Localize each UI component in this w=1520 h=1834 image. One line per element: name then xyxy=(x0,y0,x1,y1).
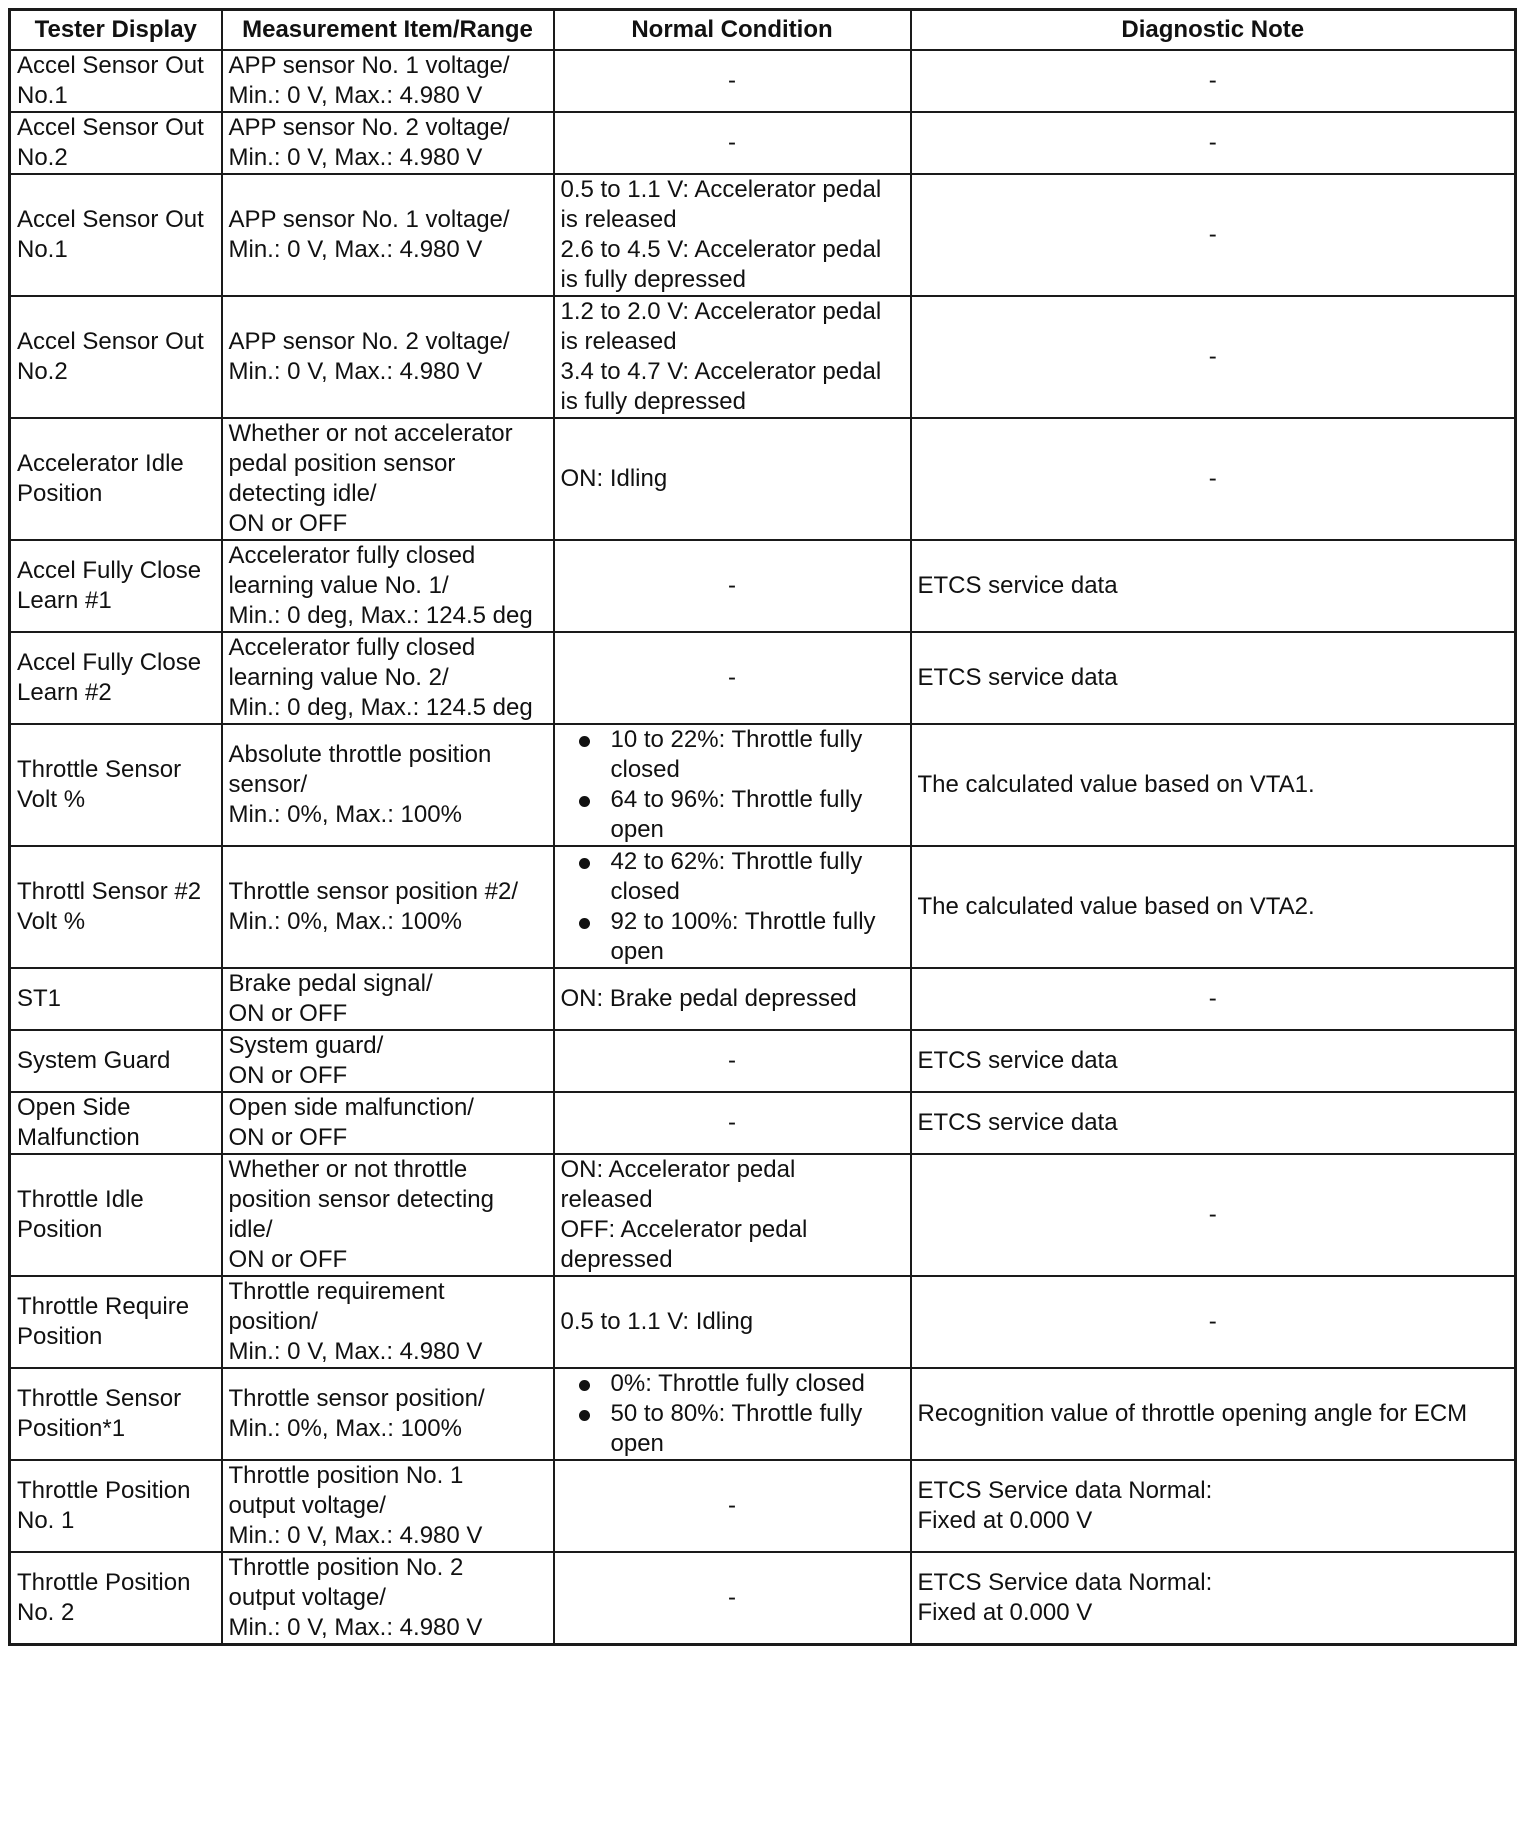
diagnostic-note-cell xyxy=(911,1552,1516,1645)
normal-condition-cell xyxy=(554,632,911,724)
measurement-cell xyxy=(222,1460,554,1552)
cell-line: ETCS service data xyxy=(917,571,1118,599)
cell-line: Accel Sensor Out xyxy=(17,205,204,233)
diagnostic-note-cell xyxy=(911,174,1516,296)
cell-line: 2.6 to 4.5 V: Accelerator pedal xyxy=(560,235,882,263)
cell-line: open xyxy=(610,1429,664,1457)
tester-display-cell xyxy=(10,174,222,296)
cell-line: 0.5 to 1.1 V: Accelerator pedal xyxy=(560,175,882,203)
cell-line: - xyxy=(728,128,736,156)
cell-line: Open side malfunction/ xyxy=(228,1093,474,1121)
condition-bullet-item xyxy=(561,785,904,845)
normal-condition-cell xyxy=(554,1552,911,1645)
cell-line: No. 2 xyxy=(17,1598,75,1626)
cell-line: Throttl Sensor #2 xyxy=(17,877,202,905)
condition-bullet-item xyxy=(561,725,904,785)
normal-condition-cell xyxy=(554,174,911,296)
cell-line: - xyxy=(728,1108,736,1136)
condition-list xyxy=(561,1369,904,1459)
measurement-cell xyxy=(222,846,554,968)
normal-condition-cell xyxy=(554,296,911,418)
diagnostic-note-cell xyxy=(911,1092,1516,1154)
cell-line: System Guard xyxy=(17,1046,171,1074)
tester-display-cell xyxy=(10,1276,222,1368)
cell-line: Learn #1 xyxy=(17,586,112,614)
cell-line: closed xyxy=(610,755,680,783)
cell-line: depressed xyxy=(560,1245,673,1273)
cell-line: ST1 xyxy=(17,984,62,1012)
tester-display-cell xyxy=(10,632,222,724)
table-row xyxy=(10,418,1516,540)
cell-line: APP sensor No. 1 voltage/ xyxy=(228,51,510,79)
normal-condition-cell xyxy=(554,846,911,968)
cell-line: Accelerator fully closed xyxy=(228,541,476,569)
cell-line: Throttle Idle xyxy=(17,1185,144,1213)
header-diagnostic-note: Diagnostic Note xyxy=(911,10,1516,50)
condition-bullet-item xyxy=(561,907,904,967)
cell-line: Learn #2 xyxy=(17,678,112,706)
cell-line: ETCS service data xyxy=(917,1046,1118,1074)
cell-line: Recognition value of throttle opening angle for ECM xyxy=(917,1399,1468,1427)
table-row xyxy=(10,1276,1516,1368)
cell-line: Throttle position No. 1 xyxy=(228,1461,464,1489)
table-row xyxy=(10,968,1516,1030)
measurement-cell xyxy=(222,1154,554,1276)
cell-line: sensor/ xyxy=(228,770,308,798)
cell-line: ETCS Service data Normal: xyxy=(917,1476,1213,1504)
cell-line: Throttle Sensor xyxy=(17,755,182,783)
cell-line: pedal position sensor xyxy=(228,449,456,477)
cell-line: - xyxy=(1208,342,1217,370)
diagnostic-note-cell xyxy=(911,632,1516,724)
cell-line: Fixed at 0.000 V xyxy=(917,1506,1093,1534)
tester-display-cell xyxy=(10,1460,222,1552)
cell-line: No.2 xyxy=(17,357,68,385)
tester-display-cell xyxy=(10,968,222,1030)
cell-line: Min.: 0 deg, Max.: 124.5 deg xyxy=(228,601,533,629)
cell-line: Min.: 0%, Max.: 100% xyxy=(228,907,462,935)
cell-line: 3.4 to 4.7 V: Accelerator pedal xyxy=(560,357,882,385)
cell-line: - xyxy=(728,1583,736,1611)
cell-line: Min.: 0 V, Max.: 4.980 V xyxy=(228,1613,483,1641)
measurement-cell xyxy=(222,1276,554,1368)
cell-line: Accel Sensor Out xyxy=(17,327,204,355)
cell-line: Throttle Position xyxy=(17,1476,191,1504)
cell-line: detecting idle/ xyxy=(228,479,377,507)
header-tester-display: Tester Display xyxy=(10,10,222,50)
table-row xyxy=(10,1092,1516,1154)
cell-line: 0%: Throttle fully closed xyxy=(610,1369,865,1397)
table-row xyxy=(10,1552,1516,1645)
cell-line: learning value No. 2/ xyxy=(228,663,449,691)
cell-line: Throttle position No. 2 xyxy=(228,1553,464,1581)
table-row xyxy=(10,50,1516,112)
table-row xyxy=(10,296,1516,418)
normal-condition-cell xyxy=(554,1092,911,1154)
normal-condition-cell xyxy=(554,1276,911,1368)
table-row xyxy=(10,112,1516,174)
cell-line: output voltage/ xyxy=(228,1491,386,1519)
condition-list xyxy=(561,847,904,967)
cell-line: Min.: 0 deg, Max.: 124.5 deg xyxy=(228,693,533,721)
cell-line: No.2 xyxy=(17,143,68,171)
cell-line: ETCS Service data Normal: xyxy=(917,1568,1213,1596)
cell-line: is released xyxy=(560,205,677,233)
cell-line: released xyxy=(560,1185,653,1213)
cell-line: 64 to 96%: Throttle fully xyxy=(610,785,863,813)
measurement-cell xyxy=(222,632,554,724)
normal-condition-cell xyxy=(554,112,911,174)
cell-line: position sensor detecting xyxy=(228,1185,494,1213)
cell-line: Accelerator fully closed xyxy=(228,633,476,661)
cell-line: ON or OFF xyxy=(228,509,348,537)
cell-line: The calculated value based on VTA2. xyxy=(917,892,1315,920)
cell-line: Position*1 xyxy=(17,1414,126,1442)
normal-condition-cell xyxy=(554,540,911,632)
cell-line: ON or OFF xyxy=(228,1061,348,1089)
cell-line: Volt % xyxy=(17,907,86,935)
cell-line: Throttle requirement xyxy=(228,1277,445,1305)
cell-line: Min.: 0%, Max.: 100% xyxy=(228,1414,462,1442)
cell-line: Accel Sensor Out xyxy=(17,113,204,141)
header-row xyxy=(10,10,1516,50)
cell-line: is fully depressed xyxy=(560,265,746,293)
cell-line: No.1 xyxy=(17,81,68,109)
cell-line: Whether or not accelerator xyxy=(228,419,513,447)
table-row xyxy=(10,174,1516,296)
normal-condition-cell xyxy=(554,418,911,540)
measurement-cell xyxy=(222,296,554,418)
cell-line: Fixed at 0.000 V xyxy=(917,1598,1093,1626)
cell-line: Min.: 0 V, Max.: 4.980 V xyxy=(228,1337,483,1365)
diagnostic-note-cell xyxy=(911,418,1516,540)
cell-line: Accel Fully Close xyxy=(17,556,202,584)
cell-line: The calculated value based on VTA1. xyxy=(917,770,1315,798)
cell-line: APP sensor No. 1 voltage/ xyxy=(228,205,510,233)
diagnostic-note-cell xyxy=(911,1460,1516,1552)
table-body xyxy=(10,50,1516,1645)
cell-line: is released xyxy=(560,327,677,355)
table-row xyxy=(10,632,1516,724)
cell-line: Throttle Sensor xyxy=(17,1384,182,1412)
tester-display-cell xyxy=(10,1552,222,1645)
header-normal-condition: Normal Condition xyxy=(554,10,911,50)
cell-line: is fully depressed xyxy=(560,387,746,415)
diagnostic-note-cell xyxy=(911,540,1516,632)
cell-line: - xyxy=(1208,1200,1217,1228)
tester-display-cell xyxy=(10,1368,222,1460)
measurement-cell xyxy=(222,50,554,112)
table-row xyxy=(10,1154,1516,1276)
cell-line: No.1 xyxy=(17,235,68,263)
table-header xyxy=(10,10,1516,50)
cell-line: Min.: 0 V, Max.: 4.980 V xyxy=(228,235,483,263)
cell-line: 92 to 100%: Throttle fully xyxy=(610,907,876,935)
diagnostic-note-cell xyxy=(911,296,1516,418)
cell-line: - xyxy=(728,1491,736,1519)
diagnostic-note-cell xyxy=(911,1276,1516,1368)
cell-line: - xyxy=(1208,220,1217,248)
normal-condition-cell xyxy=(554,50,911,112)
tester-display-cell xyxy=(10,846,222,968)
cell-line: Brake pedal signal/ xyxy=(228,969,433,997)
normal-condition-cell xyxy=(554,1460,911,1552)
cell-line: APP sensor No. 2 voltage/ xyxy=(228,327,510,355)
measurement-cell xyxy=(222,1552,554,1645)
cell-line: 10 to 22%: Throttle fully xyxy=(610,725,863,753)
cell-line: Min.: 0 V, Max.: 4.980 V xyxy=(228,1521,483,1549)
table-row xyxy=(10,1368,1516,1460)
cell-line: Position xyxy=(17,1322,103,1350)
tester-display-cell xyxy=(10,1092,222,1154)
cell-line: 0.5 to 1.1 V: Idling xyxy=(560,1307,754,1335)
diagnostic-note-cell xyxy=(911,1368,1516,1460)
normal-condition-cell xyxy=(554,1030,911,1092)
cell-line: Whether or not throttle xyxy=(228,1155,468,1183)
cell-line: - xyxy=(728,66,736,94)
cell-line: 42 to 62%: Throttle fully xyxy=(610,847,863,875)
cell-line: Absolute throttle position xyxy=(228,740,492,768)
tester-display-cell xyxy=(10,540,222,632)
cell-line: learning value No. 1/ xyxy=(228,571,449,599)
diagnostic-note-cell xyxy=(911,724,1516,846)
measurement-cell xyxy=(222,418,554,540)
tester-display-cell xyxy=(10,1030,222,1092)
cell-line: Throttle Position xyxy=(17,1568,191,1596)
diagnostic-note-cell xyxy=(911,1030,1516,1092)
table-row xyxy=(10,724,1516,846)
cell-line: Throttle Require xyxy=(17,1292,190,1320)
cell-line: ON: Accelerator pedal xyxy=(560,1155,796,1183)
normal-condition-cell xyxy=(554,1368,911,1460)
diagnostic-note-cell xyxy=(911,50,1516,112)
cell-line: - xyxy=(728,663,736,691)
cell-line: position/ xyxy=(228,1307,318,1335)
cell-line: ON: Idling xyxy=(560,464,668,492)
measurement-cell xyxy=(222,112,554,174)
cell-line: open xyxy=(610,937,664,965)
diagnostic-note-cell xyxy=(911,846,1516,968)
normal-condition-cell xyxy=(554,968,911,1030)
cell-line: - xyxy=(728,1046,736,1074)
normal-condition-cell xyxy=(554,724,911,846)
cell-line: 1.2 to 2.0 V: Accelerator pedal xyxy=(560,297,882,325)
cell-line: Accelerator Idle xyxy=(17,449,184,477)
cell-line: Open Side xyxy=(17,1093,131,1121)
tester-display-cell xyxy=(10,724,222,846)
table-row xyxy=(10,540,1516,632)
tester-display-cell xyxy=(10,296,222,418)
measurement-cell xyxy=(222,540,554,632)
tester-display-cell xyxy=(10,1154,222,1276)
measurement-cell xyxy=(222,968,554,1030)
cell-line: Min.: 0%, Max.: 100% xyxy=(228,800,462,828)
measurement-cell xyxy=(222,1092,554,1154)
cell-line: ON: Brake pedal depressed xyxy=(560,984,857,1012)
cell-line: - xyxy=(1208,66,1217,94)
cell-line: Min.: 0 V, Max.: 4.980 V xyxy=(228,143,483,171)
cell-line: - xyxy=(1208,128,1217,156)
cell-line: - xyxy=(1208,464,1217,492)
cell-line: - xyxy=(1208,984,1217,1012)
condition-bullet-item xyxy=(561,847,904,907)
diagnostic-note-cell xyxy=(911,112,1516,174)
tester-display-cell xyxy=(10,112,222,174)
tester-display-cell xyxy=(10,50,222,112)
cell-line: ETCS service data xyxy=(917,1108,1118,1136)
cell-line: Accel Sensor Out xyxy=(17,51,204,79)
data-table xyxy=(8,8,1517,1646)
diagnostic-note-cell xyxy=(911,968,1516,1030)
table-row xyxy=(10,1030,1516,1092)
cell-line: Accel Fully Close xyxy=(17,648,202,676)
condition-bullet-item xyxy=(561,1399,904,1459)
condition-bullet-item xyxy=(561,1369,904,1399)
cell-line: - xyxy=(728,571,736,599)
cell-line: Position xyxy=(17,1215,103,1243)
cell-line: 50 to 80%: Throttle fully xyxy=(610,1399,863,1427)
measurement-cell xyxy=(222,724,554,846)
measurement-cell xyxy=(222,1030,554,1092)
cell-line: idle/ xyxy=(228,1215,273,1243)
cell-line: ON or OFF xyxy=(228,1245,348,1273)
table-row xyxy=(10,846,1516,968)
cell-line: No. 1 xyxy=(17,1506,75,1534)
cell-line: Min.: 0 V, Max.: 4.980 V xyxy=(228,81,483,109)
condition-list xyxy=(561,725,904,845)
normal-condition-cell xyxy=(554,1154,911,1276)
tester-display-cell xyxy=(10,418,222,540)
cell-line: closed xyxy=(610,877,680,905)
cell-line: output voltage/ xyxy=(228,1583,386,1611)
cell-line: open xyxy=(610,815,664,843)
cell-line: ON or OFF xyxy=(228,999,348,1027)
measurement-cell xyxy=(222,174,554,296)
cell-line: Position xyxy=(17,479,103,507)
cell-line: ETCS service data xyxy=(917,663,1118,691)
header-measurement-item: Measurement Item/Range xyxy=(222,10,554,50)
cell-line: Volt % xyxy=(17,785,86,813)
cell-line: Throttle sensor position #2/ xyxy=(228,877,518,905)
cell-line: - xyxy=(1208,1307,1217,1335)
cell-line: Throttle sensor position/ xyxy=(228,1384,485,1412)
cell-line: OFF: Accelerator pedal xyxy=(560,1215,808,1243)
diagnostic-note-cell xyxy=(911,1154,1516,1276)
cell-line: System guard/ xyxy=(228,1031,384,1059)
measurement-cell xyxy=(222,1368,554,1460)
table-row xyxy=(10,1460,1516,1552)
cell-line: Min.: 0 V, Max.: 4.980 V xyxy=(228,357,483,385)
cell-line: APP sensor No. 2 voltage/ xyxy=(228,113,510,141)
cell-line: ON or OFF xyxy=(228,1123,348,1151)
cell-line: Malfunction xyxy=(17,1123,140,1151)
